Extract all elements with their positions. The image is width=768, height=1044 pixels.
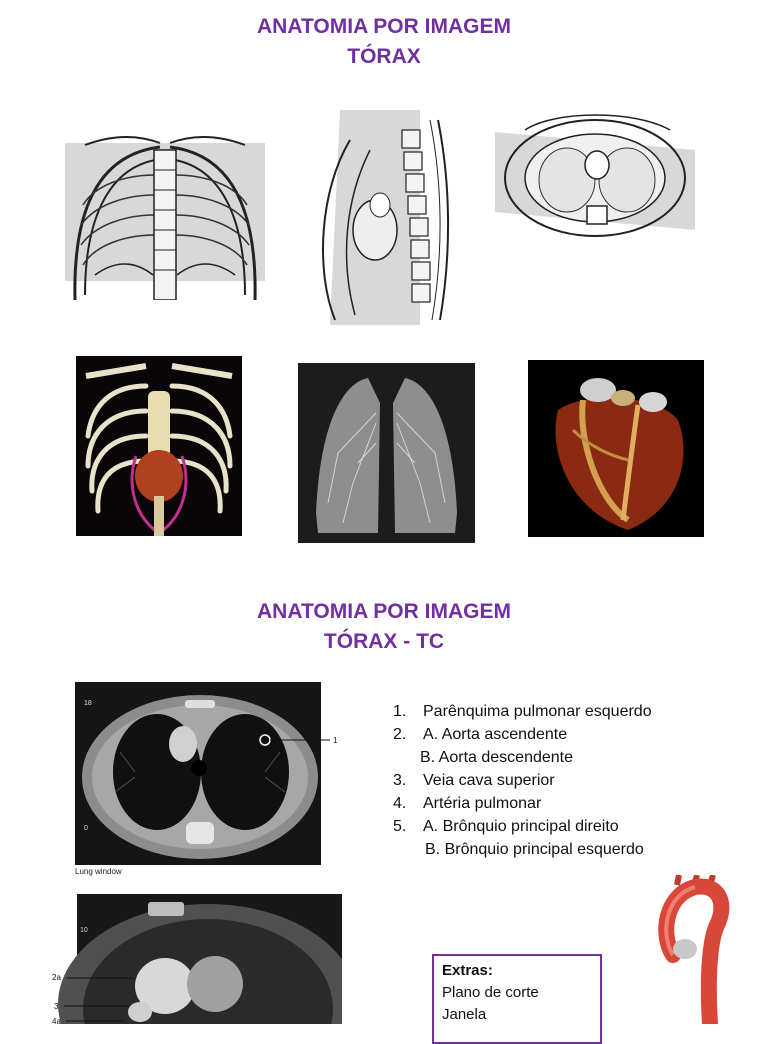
title-line-2: TÓRAX: [347, 45, 421, 68]
page-title: [0, 12, 768, 72]
3d-ribcage-vessels-image: [76, 356, 242, 536]
ct2-tick: 10: [80, 927, 88, 934]
ct-caption: Lung window: [75, 867, 122, 876]
sagittal-chest-drawing: [310, 110, 465, 325]
ct2-label-4a: 4a: [52, 1017, 61, 1024]
coronal-chest-drawing: [65, 125, 265, 300]
ct2-label-3: 3: [54, 1002, 59, 1011]
axial-chest-drawing: [495, 110, 700, 240]
aorta-illustration: [655, 875, 735, 1024]
ct1-callout-label: 1: [333, 736, 338, 745]
extras-line-1: Plano de corte: [442, 984, 539, 1001]
section-title-line-1: ANATOMIA POR IMAGEM: [257, 600, 511, 623]
ct-mediastinal-image: [50, 894, 342, 1024]
lung-xray-image: [298, 363, 475, 543]
section-title-line-2: TÓRAX - TC: [323, 630, 445, 653]
structures-list: [393, 700, 652, 861]
ct1-tick-top: 18: [84, 700, 92, 707]
list-item: 2. A. Aorta ascendente: [393, 726, 568, 743]
extras-line-2: Janela: [442, 1006, 487, 1023]
list-item: B. Brônquio principal esquerdo: [425, 841, 644, 858]
list-item: 1. Parênquima pulmonar esquerdo: [393, 703, 652, 720]
section-title: [0, 597, 768, 657]
ct2-label-2a: 2a: [52, 973, 61, 982]
extras-box: [432, 954, 602, 1044]
list-item: 4. Artéria pulmonar: [393, 795, 542, 812]
ct1-tick-bottom: 0: [84, 825, 88, 832]
title-line-1: ANATOMIA POR IMAGEM: [257, 15, 511, 38]
extras-heading: Extras:: [442, 962, 493, 979]
ct-lung-window-image: [75, 682, 345, 865]
list-item: 3. Veia cava superior: [393, 772, 555, 789]
list-item: 5. A. Brônquio principal direito: [393, 818, 619, 835]
list-item: B. Aorta descendente: [420, 749, 573, 766]
3d-heart-image: [528, 360, 704, 537]
